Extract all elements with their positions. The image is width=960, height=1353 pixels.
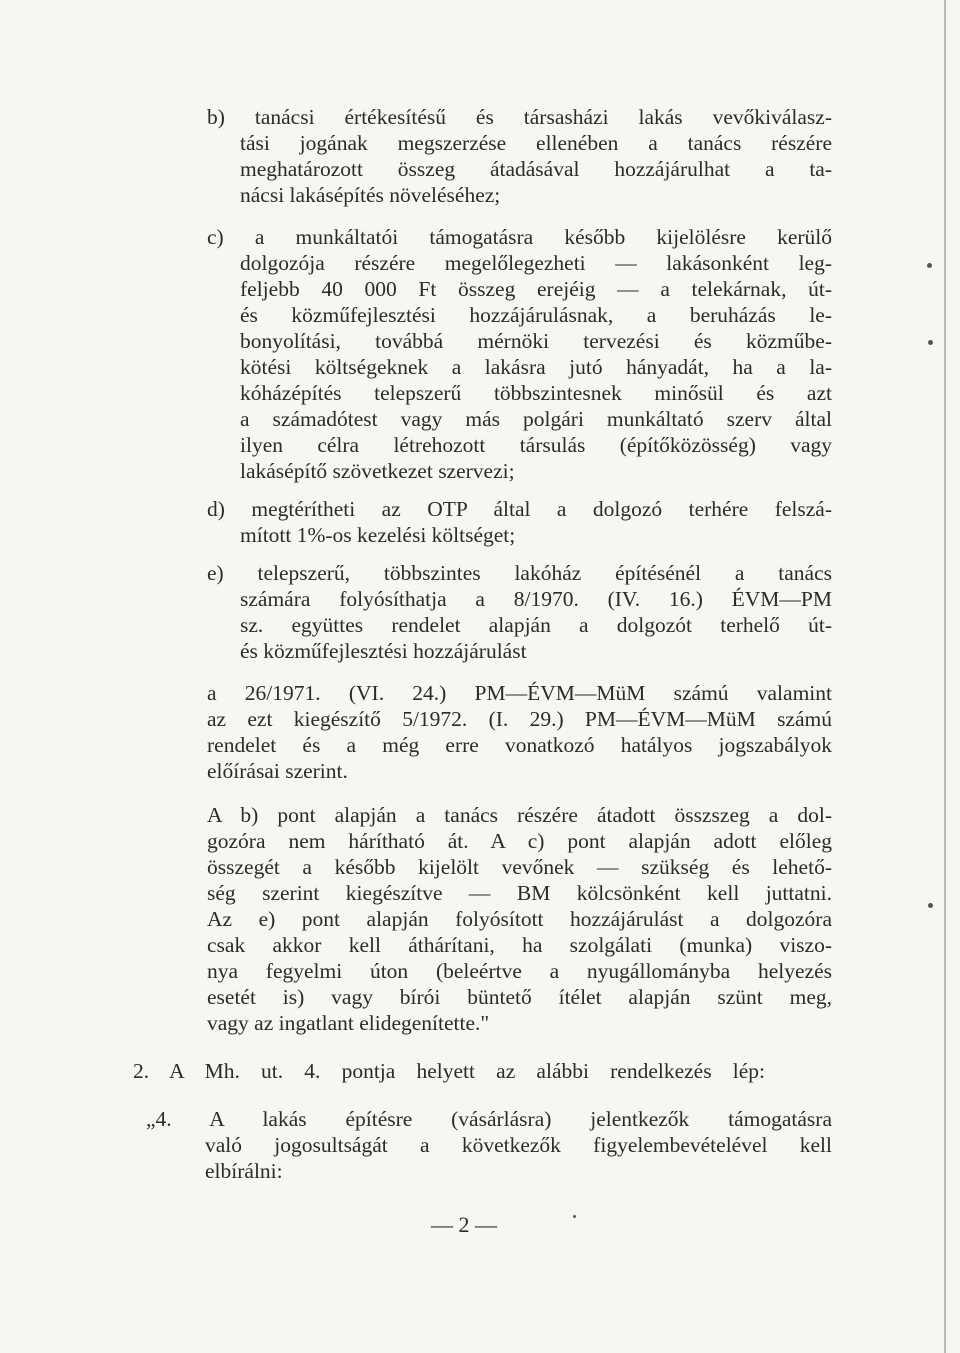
scan-speck xyxy=(927,263,932,268)
text-line: nya fegyelmi úton (beleértve a nyugállományba helyezés xyxy=(207,959,832,983)
text-line: összegét a később kijelölt vevőnek — szükség és lehető- xyxy=(207,855,832,879)
text-line: elbírálni: xyxy=(205,1159,283,1183)
text-line: 2. A Mh. ut. 4. pontja helyett az alábbi rendelkezés lép: xyxy=(133,1059,765,1083)
text-line: mított 1%-os kezelési költséget; xyxy=(240,523,516,547)
text-line: meghatározott összeg átadásával hozzájárulhat a ta- xyxy=(240,157,832,181)
text-line: vagy az ingatlant elidegenítette." xyxy=(207,1011,490,1035)
text-line: kóházépítés telepszerű többszintesnek minősül és azt xyxy=(240,381,832,405)
text-line: rendelet és a még erre vonatkozó hatályos jogszabályok xyxy=(207,733,832,757)
text-line: nácsi lakásépítés növeléséhez; xyxy=(240,183,501,207)
text-line: dolgozója részére megelőlegezheti — lakásonként leg- xyxy=(240,251,832,275)
text-line: b) tanácsi értékesítésű és társasházi lakás vevőkiválasz- xyxy=(207,105,832,129)
text-line: az ezt kiegészítő 5/1972. (I. 29.) PM—ÉVM—MüM számú xyxy=(207,707,832,731)
text-line: Az e) pont alapján folyósított hozzájárulást a dolgozóra xyxy=(207,907,832,931)
text-line: számára folyósíthatja a 8/1970. (IV. 16.) ÉVM—PM xyxy=(240,587,832,611)
text-line: és közműfejlesztési hozzájárulást xyxy=(240,639,527,663)
text-line: d) megtérítheti az OTP által a dolgozó terhére felszá- xyxy=(207,497,832,521)
text-line: a 26/1971. (VI. 24.) PM—ÉVM—MüM számú valamint xyxy=(207,681,832,705)
text-line: kötési költségeknek a lakásra jutó hányadát, ha a la- xyxy=(240,355,832,379)
page-number: — 2 — xyxy=(431,1212,497,1237)
text-line: c) a munkáltatói támogatásra később kijelölésre kerülő xyxy=(207,225,832,249)
text-line: és közműfejlesztési hozzájárulásnak, a beruházás le- xyxy=(240,303,832,327)
text-line: feljebb 40 000 Ft összeg erejéig — a telekárnak, út- xyxy=(240,277,832,301)
text-line: esetét is) vagy bírói büntető ítélet alapján szünt meg, xyxy=(207,985,832,1009)
text-line: lakásépítő szövetkezet szervezi; xyxy=(240,459,515,483)
text-line: csak akkor kell áthárítani, ha szolgálati (munka) viszo- xyxy=(207,933,832,957)
scan-speck xyxy=(928,903,933,908)
scan-speck xyxy=(928,340,933,345)
text-line: bonyolítási, továbbá mérnöki tervezési és közműbe- xyxy=(240,329,832,353)
text-line: A b) pont alapján a tanács részére átadott összszeg a dol- xyxy=(207,803,832,827)
text-line: „4. A lakás építésre (vásárlásra) jelentkezők támogatásra xyxy=(146,1107,832,1131)
text-line: tási jogának megszerzése ellenében a tanács részére xyxy=(240,131,832,155)
text-line: ilyen célra létrehozott társulás (építőközösség) vagy xyxy=(240,433,832,457)
text-line: a számadótest vagy más polgári munkáltató szerv által xyxy=(240,407,832,431)
page-edge-line xyxy=(944,0,946,1353)
scan-speck xyxy=(573,1215,576,1218)
text-line: e) telepszerű, többszintes lakóház építésénél a tanács xyxy=(207,561,832,585)
text-line: ség szerint kiegészítve — BM kölcsönként kell juttatni. xyxy=(207,881,832,905)
text-line: sz. együttes rendelet alapján a dolgozót terhelő út- xyxy=(240,613,832,637)
text-line: való jogosultságát a következők figyelembevételével kell xyxy=(205,1133,832,1157)
text-line: gozóra nem hárítható át. A c) pont alapján adott előleg xyxy=(207,829,832,853)
text-line: előírásai szerint. xyxy=(207,759,348,783)
